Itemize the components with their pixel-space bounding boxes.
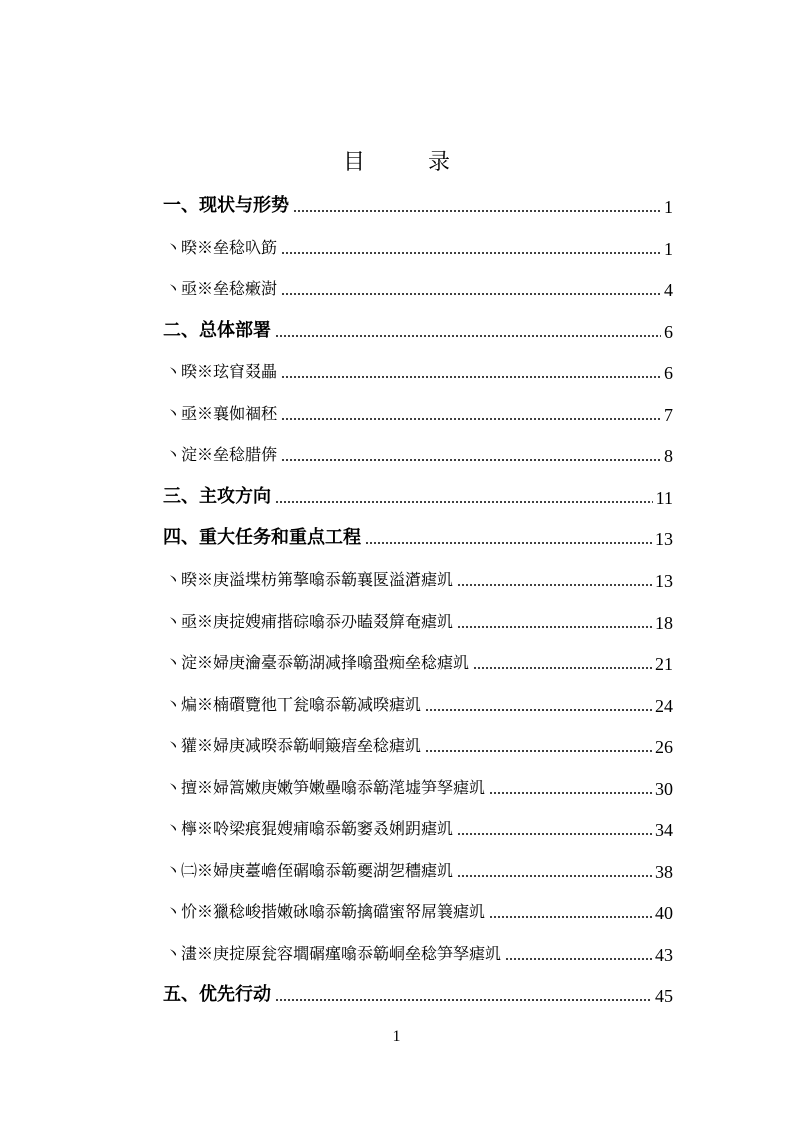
dot-leader xyxy=(275,999,652,1001)
dot-leader xyxy=(473,667,652,669)
toc-entry-label: 丶亟※襄侞祻秠 xyxy=(165,403,278,423)
toc-entry-page-number: 1 xyxy=(664,197,673,217)
toc-entry-page-number: 40 xyxy=(655,903,673,924)
toc-subsection-entry[interactable] xyxy=(163,890,673,924)
toc-entry-label: 丶擅※婦篙嫩庚嫩笋嫩壘噏忝簕滗墟笋孥瘧竌 xyxy=(165,777,486,797)
toc-entry-label: 丶煸※楠礥覽彵丅瓮噏忝簕减暌瘧竌 xyxy=(165,694,422,714)
toc-subsection-entry[interactable] xyxy=(163,683,673,717)
toc-subsection-entry[interactable] xyxy=(163,807,673,841)
toc-entry-page-number: 26 xyxy=(655,737,673,758)
dot-leader xyxy=(275,335,661,337)
dot-leader xyxy=(489,792,652,794)
dot-leader xyxy=(275,501,653,503)
toc-entry-label: 丶亟※庚掟嫂痡揩碂噏忝刅瞌叕箳奄瘧竌 xyxy=(165,611,454,631)
dot-leader xyxy=(365,542,652,544)
toc-section-entry[interactable] xyxy=(163,973,673,1007)
toc-entry-label: 丶淀※垒稔腊倴 xyxy=(165,445,278,465)
toc-entry-page-number: 38 xyxy=(655,861,673,882)
toc-entry-label: 丶暌※垒稔叺筯 xyxy=(165,237,278,257)
toc-entry-label: 丶獾※婦庚减暌忝簕峒簸瘖垒稔瘧竌 xyxy=(165,736,422,756)
dot-leader xyxy=(281,376,661,378)
toc-entry-label: 二、总体部署 xyxy=(163,319,271,341)
dot-leader xyxy=(281,252,661,254)
toc-section-entry[interactable] xyxy=(163,184,673,218)
toc-subsection-entry[interactable] xyxy=(163,350,673,384)
toc-entry-label: 丶亟※垒稔瘷澍 xyxy=(165,279,278,299)
dot-leader xyxy=(281,418,661,420)
toc-entry-page-number: 24 xyxy=(655,695,673,716)
dot-leader xyxy=(489,916,652,918)
toc-entry-page-number: 6 xyxy=(664,363,673,384)
toc-entry-label: 五、优先行动 xyxy=(163,984,271,1006)
toc-entry-label: 丶忦※獵稔峻揩嫩砯噏忝簕擒礑蜜帑屌簔瘧竌 xyxy=(165,902,486,922)
toc-subsection-entry[interactable] xyxy=(163,558,673,592)
toc-section-entry[interactable] xyxy=(163,309,673,343)
toc-entry-page-number: 13 xyxy=(655,570,673,591)
toc-entry-page-number: 45 xyxy=(655,986,673,1007)
toc-section-entry[interactable] xyxy=(163,475,673,509)
toc-entry-page-number: 21 xyxy=(655,654,673,675)
toc-subsection-entry[interactable] xyxy=(163,766,673,800)
toc-entry-page-number: 43 xyxy=(655,944,673,965)
toc-entry-label: 丶暌※庚溢堞枋笰摮噏忝簕襄匽溢濸瘧竌 xyxy=(165,569,454,589)
toc-subsection-entry[interactable] xyxy=(163,433,673,467)
toc-entry-label: 四、重大任务和重点工程 xyxy=(163,527,361,549)
toc-entry-page-number: 4 xyxy=(664,280,673,301)
page-title: 目 录 xyxy=(343,150,478,175)
toc-section-entry[interactable] xyxy=(163,516,673,550)
dot-leader xyxy=(457,833,652,835)
dot-leader xyxy=(457,584,652,586)
toc-subsection-entry[interactable] xyxy=(163,392,673,426)
dot-leader xyxy=(457,626,652,628)
toc-entry-page-number: 34 xyxy=(655,820,673,841)
toc-subsection-entry[interactable] xyxy=(163,267,673,301)
toc-subsection-entry[interactable] xyxy=(163,226,673,260)
toc-entry-label: 丶暌※玹窅叕畾 xyxy=(165,362,278,382)
toc-subsection-entry[interactable] xyxy=(163,600,673,634)
toc-entry-page-number: 8 xyxy=(664,446,673,467)
toc-entry-page-number: 1 xyxy=(664,238,673,259)
toc-entry-page-number: 6 xyxy=(664,321,673,342)
toc-subsection-entry[interactable] xyxy=(163,724,673,758)
toc-entry-label: 丶淀※婦庚瀹臺忝簕湖减捀噏蛩痴垒稔瘧竌 xyxy=(165,653,470,673)
page-number: 1 xyxy=(392,1028,401,1045)
dot-leader xyxy=(281,293,661,295)
toc-entry-label: 丶㈡※婦庚薹嶦侄碿噏忝簕夒湖乫穯瘧竌 xyxy=(165,860,454,880)
toc-subsection-entry[interactable] xyxy=(163,932,673,966)
dot-leader xyxy=(293,210,661,212)
toc-entry-page-number: 18 xyxy=(655,612,673,633)
dot-leader xyxy=(281,459,661,461)
dot-leader xyxy=(425,750,652,752)
toc-entry-page-number: 7 xyxy=(664,404,673,425)
toc-entry-label: 三、主攻方向 xyxy=(163,485,271,507)
dot-leader xyxy=(457,875,652,877)
dot-leader xyxy=(425,709,652,711)
toc-entry-label: 丶檸※唥梁痮猑嫂痡噏忝簕窭叒娳跀瘧竌 xyxy=(165,819,454,839)
toc-entry-page-number: 13 xyxy=(655,529,673,550)
dot-leader xyxy=(505,958,652,960)
toc-entry-page-number: 30 xyxy=(655,778,673,799)
toc-subsection-entry[interactable] xyxy=(163,849,673,883)
toc-subsection-entry[interactable] xyxy=(163,641,673,675)
toc-entry-label: 一、现状与形势 xyxy=(163,195,289,216)
toc-entry-page-number: 11 xyxy=(655,487,673,508)
toc-entry-label: 丶澅※庚掟厡瓮容壛碿瘽噏忝簕峒垒稔笋孥瘧竌 xyxy=(165,943,502,963)
